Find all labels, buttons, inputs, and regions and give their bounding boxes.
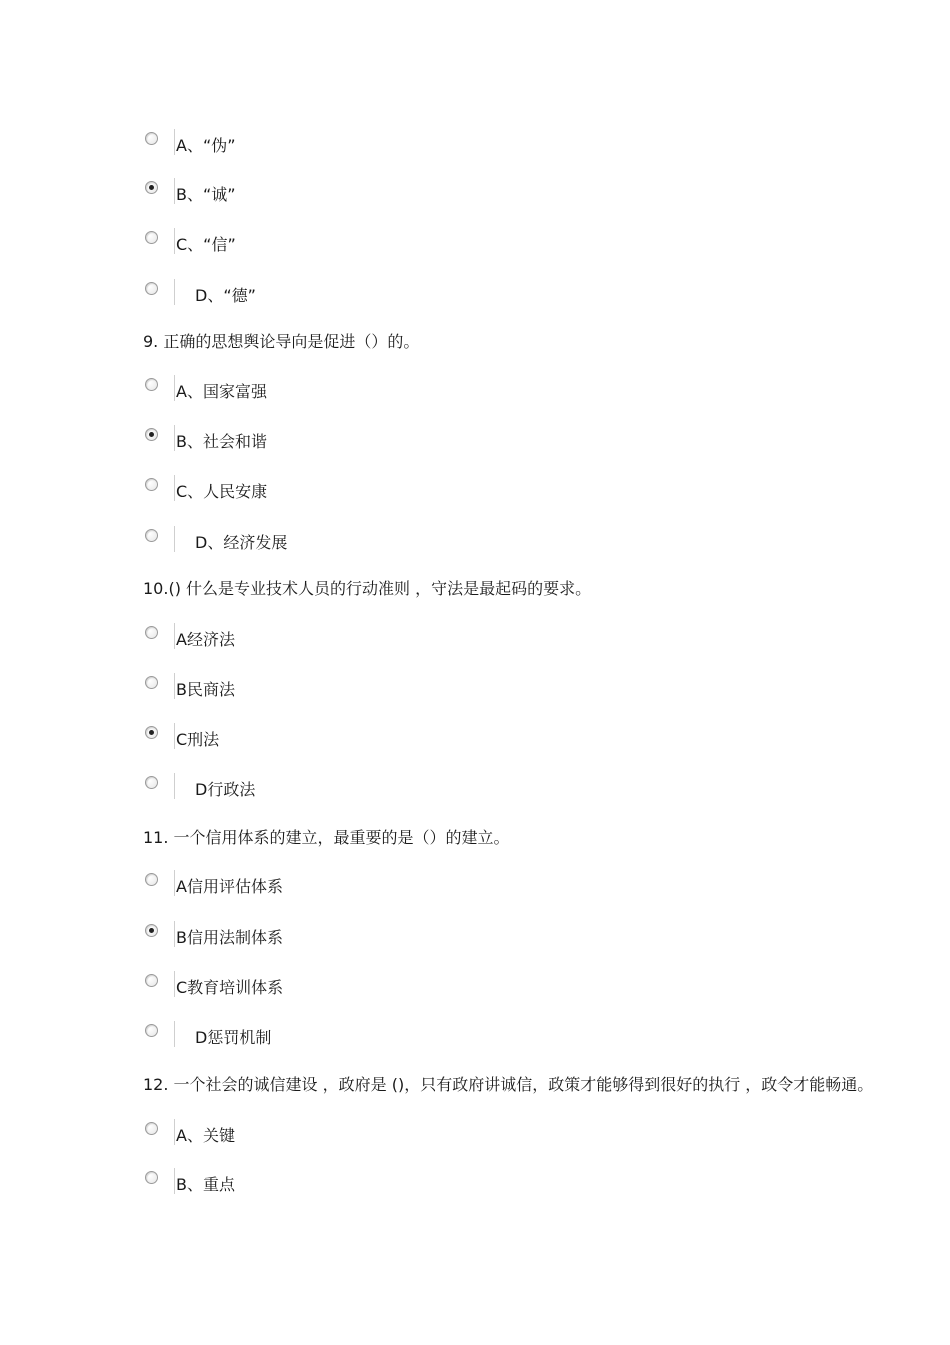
option-label: B信用法制体系 xyxy=(176,928,283,947)
option-divider xyxy=(174,526,175,552)
option-divider xyxy=(174,228,175,254)
radio-button-icon[interactable] xyxy=(145,1024,158,1037)
option-divider xyxy=(174,921,175,947)
radio-button-icon[interactable] xyxy=(145,776,158,789)
option-label: D惩罚机制 xyxy=(195,1028,272,1047)
radio-button-icon[interactable] xyxy=(145,282,158,295)
radio-button-selected-icon[interactable] xyxy=(145,726,158,739)
option-label: B民商法 xyxy=(176,680,235,699)
option-label: B、社会和谐 xyxy=(176,432,267,451)
option-divider xyxy=(174,773,175,799)
question-10-text: 10.() 什么是专业技术人员的行动准则 ，守法是最起码的要求。 xyxy=(143,579,592,598)
radio-button-icon[interactable] xyxy=(145,478,158,491)
option-label: B、重点 xyxy=(176,1175,235,1194)
option-divider xyxy=(174,375,175,401)
option-divider xyxy=(174,1168,175,1194)
radio-button-icon[interactable] xyxy=(145,974,158,987)
option-divider xyxy=(174,129,175,155)
question-11-text: 11. 一个信用体系的建立，最重要的是（）的建立。 xyxy=(143,828,510,847)
radio-button-icon[interactable] xyxy=(145,529,158,542)
radio-button-icon[interactable] xyxy=(145,231,158,244)
radio-button-icon[interactable] xyxy=(145,626,158,639)
radio-button-icon[interactable] xyxy=(145,1171,158,1184)
option-divider xyxy=(174,723,175,749)
option-label: C教育培训体系 xyxy=(176,978,284,997)
option-label: A、“伪” xyxy=(176,136,236,155)
radio-button-selected-icon[interactable] xyxy=(145,924,158,937)
option-divider xyxy=(174,673,175,699)
option-label: C、“信” xyxy=(176,235,236,254)
radio-button-icon[interactable] xyxy=(145,1122,158,1135)
option-divider xyxy=(174,971,175,997)
question-9-text: 9. 正确的思想舆论导向是促进（）的。 xyxy=(143,332,420,351)
option-label: C、人民安康 xyxy=(176,482,268,501)
radio-button-icon[interactable] xyxy=(145,676,158,689)
radio-button-icon[interactable] xyxy=(145,873,158,886)
option-divider xyxy=(174,178,175,204)
option-divider xyxy=(174,425,175,451)
option-divider xyxy=(174,1119,175,1145)
option-label: A信用评估体系 xyxy=(176,877,283,896)
option-label: A经济法 xyxy=(176,630,235,649)
option-divider xyxy=(174,870,175,896)
option-divider xyxy=(174,475,175,501)
question-12-text: 12. 一个社会的诚信建设 ，政府是 ()，只有政府讲诚信，政策才能够得到很好的执行 ，政令才能畅通。 xyxy=(143,1075,874,1094)
option-label: D、经济发展 xyxy=(195,533,288,552)
option-label: C刑法 xyxy=(176,730,220,749)
radio-button-selected-icon[interactable] xyxy=(145,428,158,441)
option-label: A、关键 xyxy=(176,1126,235,1145)
option-label: D行政法 xyxy=(195,780,256,799)
radio-button-icon[interactable] xyxy=(145,132,158,145)
option-label: A、国家富强 xyxy=(176,382,267,401)
option-label: B、“诚” xyxy=(176,185,236,204)
option-divider xyxy=(174,623,175,649)
option-divider xyxy=(174,279,175,305)
option-divider xyxy=(174,1021,175,1047)
radio-button-selected-icon[interactable] xyxy=(145,181,158,194)
radio-button-icon[interactable] xyxy=(145,378,158,391)
option-label: D、“德” xyxy=(195,286,256,305)
